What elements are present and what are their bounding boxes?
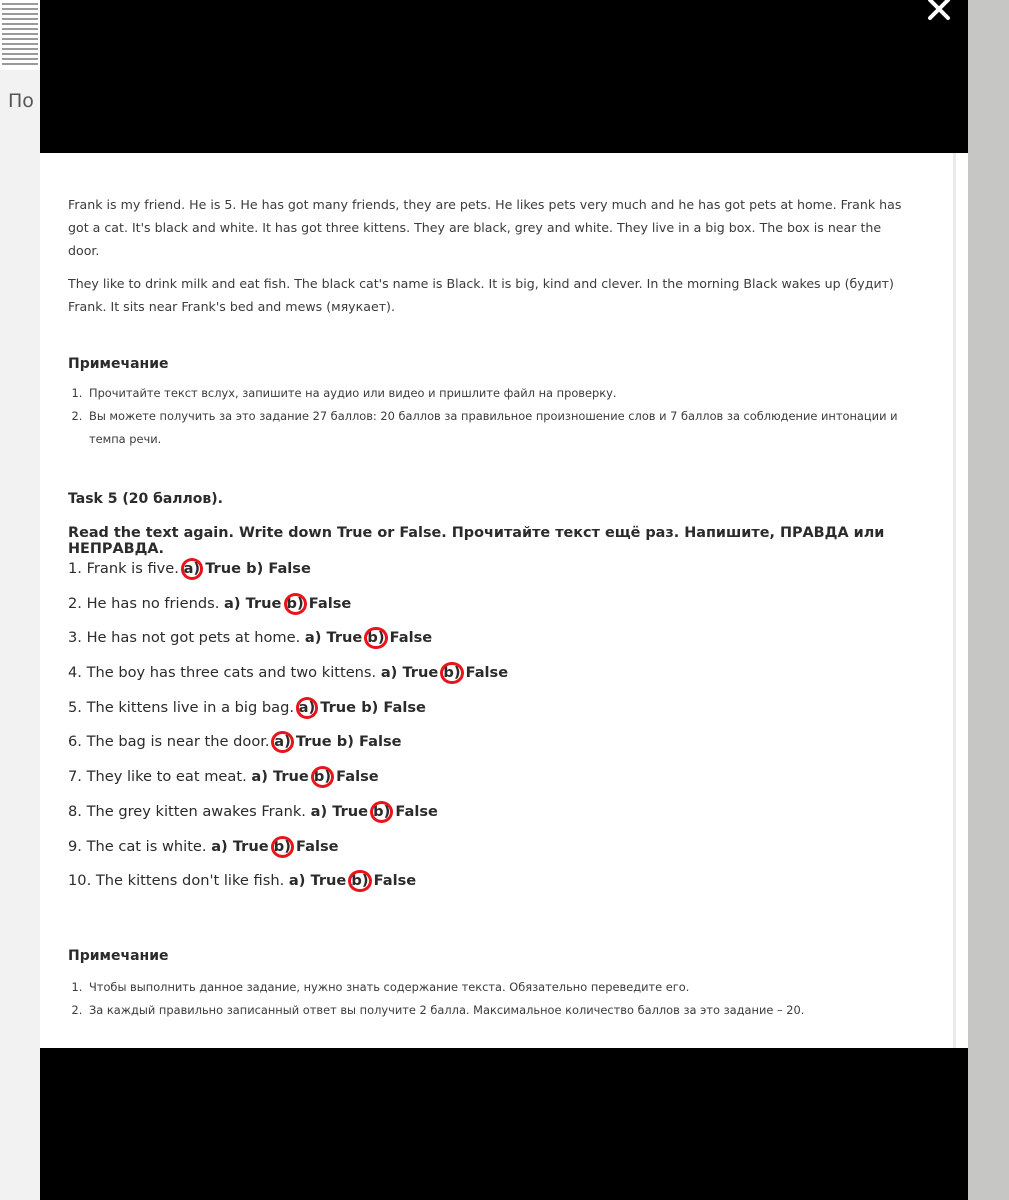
option-a-letter: a) bbox=[304, 629, 322, 647]
option-a-label: True bbox=[320, 698, 357, 716]
close-icon bbox=[922, 0, 956, 26]
option-a-letter: a) bbox=[274, 733, 291, 751]
background-page bbox=[0, 0, 40, 1200]
option-a-label: True bbox=[272, 768, 309, 786]
note-heading: Примечание bbox=[68, 947, 169, 964]
option-b-label: False bbox=[373, 872, 417, 890]
question-item bbox=[68, 871, 968, 906]
option-b-letter: b) bbox=[246, 560, 264, 577]
option-b-letter: b) bbox=[313, 768, 332, 786]
background-text: По bbox=[8, 90, 34, 112]
option-b-label: False bbox=[359, 733, 402, 751]
option-a-label: True bbox=[310, 872, 347, 890]
question-text: 1. Frank is five. bbox=[68, 560, 179, 577]
close-button[interactable] bbox=[922, 0, 956, 26]
option-b-label: False bbox=[336, 768, 379, 786]
option-a-label: True bbox=[245, 594, 282, 612]
option-b-letter: b) bbox=[373, 802, 391, 820]
option-a-letter: a) bbox=[211, 837, 228, 855]
option-b-label: False bbox=[465, 664, 509, 682]
question-text: 3. He has not got pets at home. bbox=[68, 629, 301, 647]
question-item bbox=[68, 698, 968, 733]
note-list bbox=[68, 976, 906, 1022]
question-item bbox=[68, 767, 968, 802]
option-b-letter: b) bbox=[286, 594, 304, 612]
option-b-letter: b) bbox=[361, 698, 379, 716]
question-text: 4. The boy has three cats and two kittens. bbox=[68, 664, 377, 682]
question-item bbox=[68, 802, 968, 837]
note-item: 1. Чтобы выполнить данное задание, нужно знать содержание текста. Обязательно переведите его. bbox=[86, 976, 906, 999]
option-b-letter: b) bbox=[336, 733, 354, 751]
option-a-label: True bbox=[295, 733, 332, 751]
question-text: 7. They like to eat meat. bbox=[68, 768, 247, 786]
question-text: 5. The kittens live in a big bag. bbox=[68, 698, 294, 716]
question-item bbox=[68, 663, 968, 698]
note-item: 2. Вы можете получить за это задание 27 баллов: 20 баллов за правильное произношение слов и 7 баллов за соблюдение интонации и темпа речи. bbox=[86, 405, 906, 451]
question-item bbox=[68, 559, 968, 594]
option-a-letter: a) bbox=[380, 664, 398, 682]
option-a-letter: a) bbox=[223, 594, 241, 612]
background-right-strip bbox=[968, 0, 1009, 1200]
option-b-label: False bbox=[308, 594, 352, 612]
question-item bbox=[68, 628, 968, 663]
note-item: 1. Прочитайте текст вслух, запишите на аудио или видео и пришлите файл на проверку. bbox=[86, 382, 906, 405]
question-text: 6. The bag is near the door. bbox=[68, 733, 270, 751]
page-thumbnail bbox=[0, 0, 40, 70]
question-item bbox=[68, 837, 968, 872]
option-a-letter: a) bbox=[288, 872, 306, 890]
option-b-label: False bbox=[389, 629, 433, 647]
note-item: 2. За каждый правильно записанный ответ вы получите 2 балла. Максимальное количество баллов за это задание – 20. bbox=[86, 999, 906, 1022]
question-item bbox=[68, 732, 968, 767]
document-edge bbox=[953, 153, 956, 1048]
option-b-label: False bbox=[383, 698, 426, 716]
option-b-letter: b) bbox=[351, 872, 369, 890]
note-list bbox=[68, 382, 906, 451]
question-text: 8. The grey kitten awakes Frank. bbox=[68, 802, 306, 820]
question-text: 9. The cat is white. bbox=[68, 837, 207, 855]
question-item bbox=[68, 594, 968, 629]
task-instruction: Read the text again. Write down True or False. Прочитайте текст ещё раз. Напишите, ПРАВДА или НЕПРАВДА. bbox=[68, 525, 885, 557]
option-a-letter: a) bbox=[310, 802, 328, 820]
question-text: 10. The kittens don't like fish. bbox=[68, 872, 285, 890]
question-text: 2. He has no friends. bbox=[68, 594, 220, 612]
option-a-label: True bbox=[326, 629, 363, 647]
option-b-letter: b) bbox=[367, 629, 385, 647]
option-a-label: True bbox=[402, 664, 439, 682]
option-b-label: False bbox=[268, 560, 311, 577]
option-a-label: True bbox=[232, 837, 269, 855]
option-b-label: False bbox=[395, 802, 438, 820]
option-a-letter: a) bbox=[251, 768, 268, 786]
task-title: Task 5 (20 баллов). bbox=[68, 491, 224, 507]
option-a-letter: a) bbox=[298, 698, 316, 716]
option-b-letter: b) bbox=[273, 837, 291, 855]
note-heading: Примечание bbox=[68, 356, 169, 372]
option-a-label: True bbox=[332, 802, 369, 820]
option-b-label: False bbox=[295, 837, 339, 855]
story-paragraph-1: Frank is my friend. He is 5. He has got many friends, they are pets. He likes pets very much and he has got pets at home. Frank has got a cat. It's black and white. It has got three kittens. They are black, grey and white. They live in a big box. The box is near the door. bbox=[68, 197, 902, 258]
option-a-label: True bbox=[205, 560, 242, 577]
story-paragraph-2: They like to drink milk and eat fish. The black cat's name is Black. It is big, kind and clever. In the morning Black wakes up (будит) Frank. It sits near Frank's bed and mews (мяукает). bbox=[68, 276, 894, 314]
document-image bbox=[40, 153, 968, 1048]
question-list bbox=[68, 559, 968, 906]
option-a-letter: a) bbox=[183, 560, 201, 577]
option-b-letter: b) bbox=[443, 664, 461, 682]
